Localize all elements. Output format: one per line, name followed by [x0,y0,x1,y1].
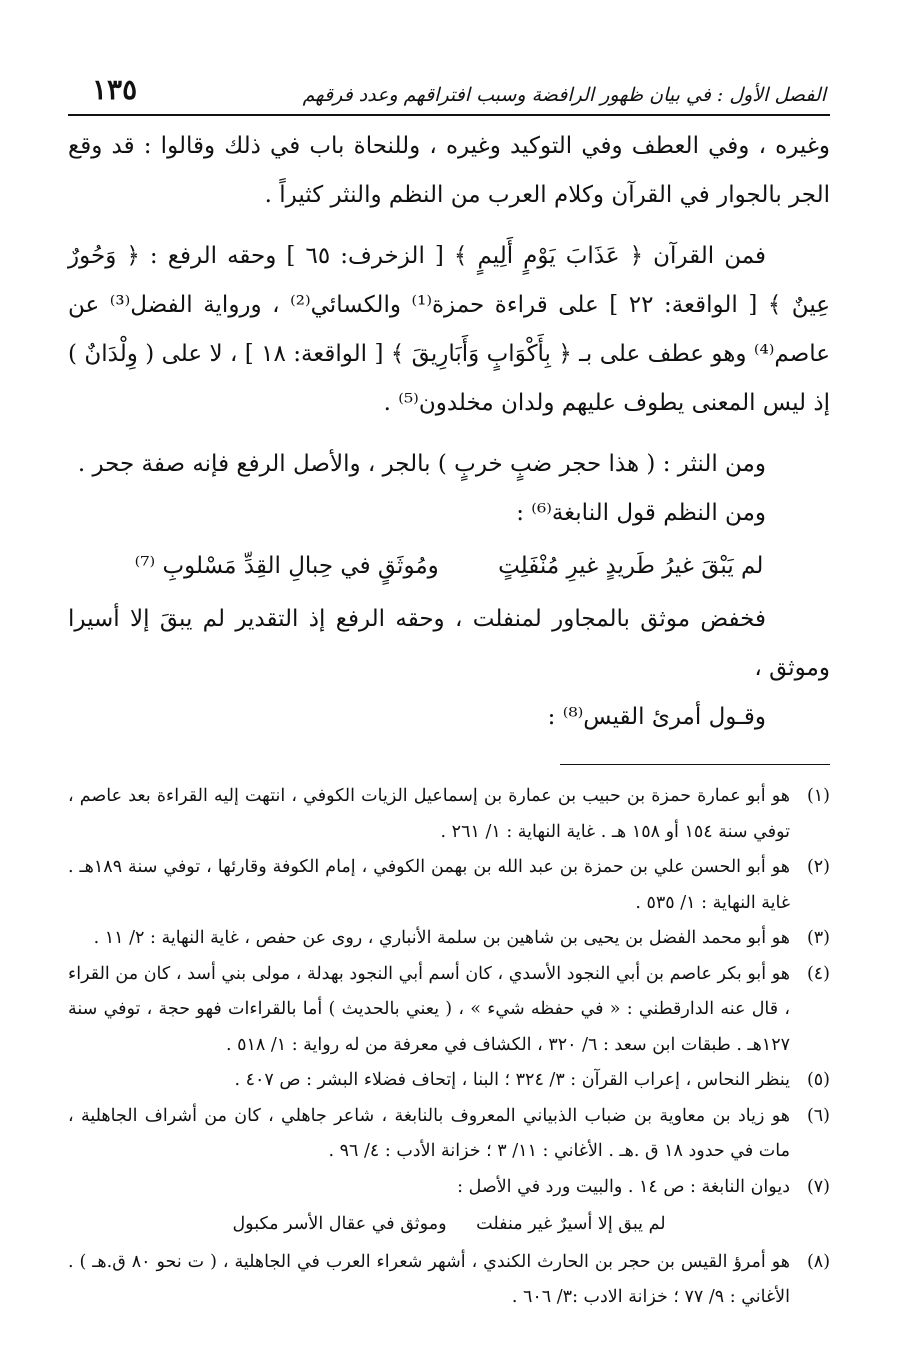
footnote-text: هو أمرؤ القيس بن حجر بن الحارث الكندي ، أشهر شعراء العرب في الجاهلية ، ( ت نحو ٨٠ ق.هـ ) . الأغاني : ٩/ ٧٧ ؛ خزانة الادب :٣/ ٦٠٦ . [68,1251,791,1307]
verse-second-hemistich: ومُوثَقٍ في حِبالِ القِدِّ مَسْلوبِ ⁽⁷⁾ [134,553,439,579]
chapter-title: الفصل الأول : في بيان ظهور الرافضة وسبب افتراقهم وعدد فرقهم [302,84,826,106]
footnote-verse-second-hemistich: وموثق في عقال الأسر مكبول [232,1214,447,1234]
footnotes [68,779,830,1316]
footnote-7-verse [68,1207,830,1243]
footnote-text: هو أبو عمارة حمزة بن حبيب بن عمارة بن إسماعيل الزيات الكوفي ، انتهت إليه القراءة بعد عاصم ، توفي سنة ١٥٤ أو ١٥٨ هـ . غاية النهاية : ١/ ٢٦١ . [68,786,790,842]
footnote-number: (٧) [806,1176,830,1197]
footnote-2 [68,850,830,921]
footnote-number: (٢) [806,857,830,877]
footnote-number: (٥) [806,1070,830,1090]
book-page [68,62,830,1312]
paragraph-quran-examples: فمن القرآن ﴿ عَذَابَ يَوْمٍ أَلِيمٍ ﴾ [ الزخرف: ٦٥ ] وحقه الرفع : ﴿ وَحُورٌ عِينٌ ﴾ [ الواقعة: ٢٢ ] على قراءة حمزة⁽¹⁾ والكسائي⁽²⁾ ، ورواية الفضل⁽³⁾ عن عاصم⁽⁴⁾ وهو عطف على بـ ﴿ بِأَكْوَابٍ وَأَبَارِيقَ ﴾ [ الواقعة: ١٨ ] ، لا على ( وِلْدَانٌ ) إذ ليس المعنى يطوف عليهم ولدان مخلدون⁽⁵⁾ . [68,243,830,416]
footnote-8 [68,1245,830,1316]
footnote-separator [560,764,830,765]
poetry-verse [68,542,830,591]
verse-first-hemistich: لم يَبْقَ غيرُ طَريدٍ غيرِ مُنْفَلِتٍ [498,553,764,579]
footnote-number: (١) [806,786,830,806]
paragraph-imru-al-qais: وقـول أمرئ القيس⁽⁸⁾ : [547,704,766,730]
footnote-text: ديوان النابغة : ص ١٤ . والبيت ورد في الأصل : [457,1176,790,1197]
footnote-6 [68,1099,830,1170]
footnote-3 [68,921,830,957]
paragraph-1: وغيره ، وفي العطف وفي التوكيد وغيره ، وللنحاة باب في ذلك وقالوا : قد وقع الجر بالجوار في القرآن وكلام العرب من النظم والنثر كثيراً . [68,133,830,208]
footnote-number: (٤) [806,963,830,984]
footnote-5 [68,1063,830,1099]
running-header [68,62,830,116]
footnote-number: (٣) [806,928,830,948]
footnote-text: هو زياد بن معاوية بن ضباب الذبياني المعروف بالنابغة ، شاعر جاهلي ، كان من أشراف الجاهلية ، مات في حدود ١٨ ق .هـ . الأغاني : ١١/ ٣ ؛ خزانة الأدب : ٤/ ٩٦ . [68,1105,790,1161]
footnote-7 [68,1170,830,1206]
footnote-text: هو أبو محمد الفضل بن يحيى بن شاهين بن سلمة الأنباري ، روى عن حفص ، غاية النهاية : ٢/ ١١ . [93,928,790,948]
footnote-text: هو أبو بكر عاصم بن أبي النجود الأسدي ، كان أسم أبي النجود بهدلة ، مولى بني أسد ، كان من القراء ، قال عنه الدارقطني : « في حفظه شيء » ، ( يعني بالحديث ) أما بالقراءات فهو حجة ، توفي سنة ١٢٧هـ . طبقات ابن سعد : ٦/ ٣٢٠ ، الكشاف في معرفة من له رواية : ١/ ٥١٨ . [68,963,790,1055]
paragraph-prose-example: ومن النثر : ( هذا حجر ضبٍ خربٍ ) بالجر ، والأصل الرفع فإنه صفة جحر . [77,451,766,477]
footnote-1 [68,779,830,850]
paragraph-verse-explanation: فخفض موثق بالمجاور لمنفلت ، وحقه الرفع إذ التقدير لم يبقَ إلا أسيرا وموثق ، [68,606,830,681]
paragraph-poetry-intro: ومن النظم قول النابغة⁽⁶⁾ : [516,500,766,526]
footnote-text: هو أبو الحسن علي بن حمزة بن عبد الله بن بهمن الكوفي ، إمام الكوفة وقارئها ، توفي سنة ١٨٩هـ . غاية النهاية : ١/ ٥٣٥ . [68,857,790,913]
page-number: ١٣٥ [92,73,138,106]
footnote-4 [68,957,830,1064]
footnote-number: (٨) [806,1251,831,1272]
footnote-number: (٦) [806,1105,830,1126]
footnote-verse-first-hemistich: لم يبق إلا أسيرٌ غير منفلت [476,1214,666,1234]
footnote-text: ينظر النحاس ، إعراب القرآن : ٣/ ٣٢٤ ؛ البنا ، إتحاف فضلاء البشر : ص ٤٠٧ . [234,1070,790,1090]
main-text [68,122,830,742]
